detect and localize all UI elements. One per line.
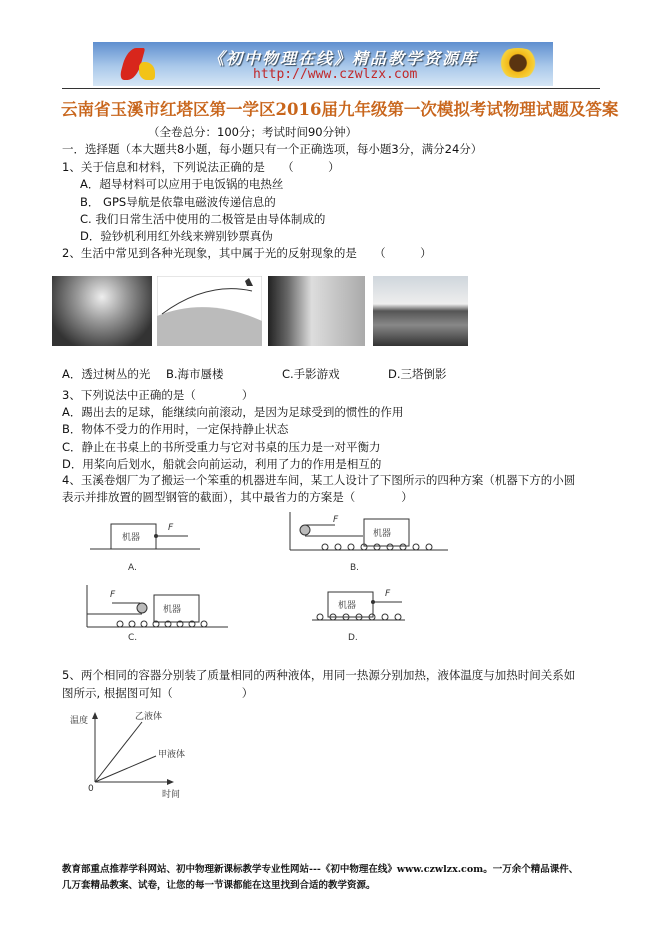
q4-stem-line2: 表示并排放置的圆型钢管的截面），其中最省力的方案是（ ）: [62, 490, 413, 504]
q3-option-c: C．静止在书桌上的书所受重力与它对书桌的压力是一对平衡力: [62, 440, 381, 454]
y-axis-label: 温度: [70, 716, 89, 726]
q2-stem: 2、生活中常见到各种光现象，其中属于光的反射现象的是 （ ）: [62, 246, 432, 260]
footer-line2: 几万套精品教案、试卷，让您的每一节课都能在这里找到合适的教学资源。: [62, 880, 376, 891]
q1-option-c: C. 我们日常生活中使用的二极管是由导体制成的: [80, 212, 326, 226]
svg-text:F: F: [385, 589, 391, 599]
q1-stem: 1、关于信息和材料，下列说法正确的是 （ ）: [62, 160, 340, 174]
scheme-c: [87, 585, 228, 643]
svg-text:D.: D.: [348, 633, 358, 643]
line-liquid-yi: [95, 722, 142, 782]
q1-option-a: A．超导材料可以应用于电饭锅的电热丝: [80, 177, 284, 191]
scheme-b: [290, 512, 448, 573]
q5-stem-line2: 图所示, 根据图可知（ ）: [62, 686, 254, 700]
q2-option-a: A．透过树丛的光: [62, 367, 151, 381]
footer-line1: 教育部重点推荐学科网站、初中物理新课标教学专业性网站---《初中物理在线》www.czwlzx.com。一万余个精品课件、: [62, 864, 579, 875]
logo-accent-icon: [139, 62, 155, 80]
subtitle: （全卷总分：100分；考试时间90分钟）: [148, 125, 358, 139]
photo-hand-shadow: [268, 276, 365, 346]
site-banner: [93, 42, 553, 86]
svg-text:机器: 机器: [338, 601, 357, 611]
photo-light-through-trees: [52, 276, 152, 346]
svg-text:A.: A.: [128, 563, 137, 573]
svg-text:F: F: [333, 515, 339, 525]
q4-stem-line1: 4、玉溪卷烟厂为了搬运一个笨重的机器进车间，某工人设计了下图所示的四种方案（机器下方的小圆: [62, 473, 576, 487]
photo-three-pagodas: [373, 276, 468, 346]
q3-option-a: A．踢出去的足球，能继续向前滚动，是因为足球受到的惯性的作用: [62, 405, 404, 419]
svg-text:机器: 机器: [373, 529, 392, 539]
q4-diagrams: [80, 505, 480, 645]
q3-option-b: B．物体不受力的作用时，一定保持静止状态: [62, 422, 289, 436]
q2-option-d: D.三塔倒影: [388, 367, 447, 381]
q5-stem-line1: 5、两个相同的容器分别装了质量相同的两种液体，用同一热源分别加热，液体温度与加热时间关系如: [62, 668, 576, 682]
header-rule: [62, 88, 600, 89]
svg-text:机器: 机器: [122, 533, 141, 543]
svg-text:C.: C.: [128, 633, 138, 643]
svg-text:B.: B.: [350, 563, 360, 573]
q5-temperature-graph: [70, 710, 210, 800]
page-title: 云南省玉溪市红塔区第一学区2016届九年级第一次模拟考试物理试题及答案: [61, 100, 619, 119]
q3-stem: 3、下列说法中正确的是（ ）: [62, 388, 254, 402]
x-axis-label: 时间: [162, 790, 181, 800]
q3-option-d: D．用桨向后划水，船就会向前运动，利用了力的作用是相互的: [62, 457, 382, 471]
scheme-a: [90, 523, 200, 573]
line-liquid-jia: [95, 756, 156, 782]
sunflower-icon: [495, 48, 541, 78]
q2-option-c: C.手影游戏: [282, 367, 340, 381]
diagram-mirage: [157, 276, 262, 346]
section-heading: 一．选择题（本大题共8小题，每小题只有一个正确选项，每小题3分，满分24分）: [62, 142, 483, 156]
banner-url: http://www.czwlzx.com: [253, 67, 418, 82]
label-liquid-jia: 甲液体: [158, 750, 186, 760]
origin-label: 0: [88, 784, 94, 794]
svg-text:F: F: [168, 523, 174, 533]
label-liquid-yi: 乙液体: [135, 712, 163, 722]
banner-title: 《初中物理在线》精品教学资源库: [208, 49, 479, 68]
svg-text:机器: 机器: [163, 605, 182, 615]
scheme-d: [312, 589, 405, 643]
q1-option-b: B． GPS导航是依靠电磁波传递信息的: [80, 195, 276, 209]
q1-option-d: D．验钞机利用红外线来辨别钞票真伪: [80, 229, 273, 243]
q2-option-b: B.海市蜃楼: [166, 367, 224, 381]
svg-text:F: F: [110, 590, 116, 600]
